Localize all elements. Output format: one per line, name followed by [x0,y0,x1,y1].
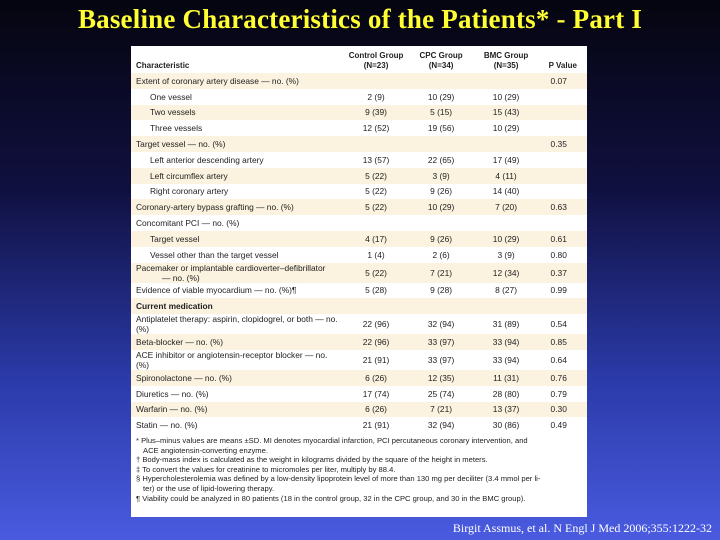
cell-cpc: 9 (26) [430,233,453,244]
cell-cpc: 25 (74) [427,388,455,399]
cell-cpc: 10 (29) [427,91,455,102]
header-p-value: P Value [539,46,587,73]
row-characteristic [131,215,343,231]
header-control-n: (N=23) [363,61,389,70]
cell-cpc: 33 (97) [427,354,455,365]
header-cpc-label: CPC Group [419,51,463,60]
cell-p-value [539,215,587,231]
row-label: Right coronary artery [150,186,229,197]
header-bmc-n: (N=35) [493,61,519,70]
cell-control: 22 (96) [362,337,390,348]
row-characteristic [131,89,343,105]
cell-bmc [474,298,539,314]
row-characteristic [131,417,343,433]
footnote [136,465,583,475]
cell-p-value [539,184,587,200]
row-label: Evidence of viable myocardium — no. (%)¶ [136,285,297,296]
table-row [131,298,587,314]
cell-bmc: 30 (86) [492,420,520,431]
footnote-text: * Plus–minus values are means ±SD. MI denotes myocardial infarction, PCI percutaneous coronary intervention, and [136,436,528,445]
row-characteristic [131,184,343,200]
table-row [131,89,587,105]
baseline-table-panel [131,46,587,429]
cell-bmc: 10 (29) [492,123,520,134]
table-body [131,73,587,433]
cell-cpc [409,298,474,314]
cell-cpc: 5 (15) [430,107,453,118]
header-bmc-label: BMC Group [483,51,529,60]
row-characteristic [131,263,343,283]
row-characteristic [131,199,343,215]
table-row [131,73,587,89]
cell-control: 21 (91) [362,354,390,365]
row-label: Warfarin — no. (%) [136,404,208,415]
row-label: Pacemaker or implantable cardioverter–defibrillator [136,262,326,273]
cell-p-value [539,168,587,184]
cell-bmc: 7 (20) [495,202,517,213]
table-row [131,231,587,247]
row-characteristic [131,168,343,184]
table-row [131,168,587,184]
row-label: Two vessels [150,107,196,118]
row-label: Left circumflex artery [150,170,228,181]
cell-p-value: 0.76 [550,372,567,383]
table-row [131,370,587,386]
row-characteristic [131,120,343,136]
cell-p-value: 0.99 [550,285,567,296]
cell-bmc: 33 (94) [492,337,520,348]
table-row [131,247,587,263]
footnote-continuation: ter) or the use of lipid-lowering therapy. [143,483,275,493]
cell-cpc: 3 (9) [432,170,450,181]
cell-bmc: 10 (29) [492,91,520,102]
cell-p-value: 0.35 [550,139,567,150]
cell-control: 5 (22) [365,186,387,197]
cell-control [343,73,408,89]
footnote [136,436,583,446]
table-row [131,105,587,121]
cell-cpc [409,215,474,231]
row-characteristic [131,73,343,89]
row-label: Target vessel [150,233,200,244]
table-row [131,350,587,370]
cell-cpc [409,73,474,89]
cell-bmc [474,73,539,89]
cell-p-value [539,120,587,136]
cell-p-value: 0.61 [550,233,567,244]
table-row [131,334,587,350]
row-characteristic [131,298,343,314]
cell-cpc: 32 (94) [427,420,455,431]
cell-p-value: 0.49 [550,420,567,431]
cell-cpc: 10 (29) [427,202,455,213]
cell-p-value: 0.07 [550,75,567,86]
table-row [131,283,587,299]
table-row [131,402,587,418]
cell-bmc: 13 (37) [492,404,520,415]
cell-control: 22 (96) [362,319,390,330]
row-characteristic [131,402,343,418]
cell-control: 6 (26) [365,404,387,415]
cell-control [343,298,408,314]
row-label: Current medication [136,301,213,312]
cell-cpc [409,136,474,152]
table-row [131,215,587,231]
table-row [131,184,587,200]
cell-control: 5 (22) [365,170,387,181]
cell-cpc: 32 (94) [427,319,455,330]
header-control-group [343,46,408,73]
cell-bmc: 33 (94) [492,354,520,365]
cell-control: 5 (22) [365,202,387,213]
row-label: Coronary-artery bypass grafting — no. (%) [136,202,294,213]
cell-control: 9 (39) [365,107,387,118]
cell-p-value: 0.80 [550,249,567,260]
row-characteristic [131,136,343,152]
row-label: Target vessel — no. (%) [136,139,226,150]
header-control-label: Control Group [348,51,404,60]
footnote-text: † Body-mass index is calculated as the weight in kilograms divided by the square of the height in meters. [136,455,488,465]
row-characteristic [131,105,343,121]
row-label: ACE inhibitor or angiotensin-receptor blocker — no. (%) [136,349,328,370]
cell-control: 13 (57) [362,154,390,165]
cell-bmc [474,215,539,231]
row-characteristic [131,314,343,334]
row-label: One vessel [150,91,192,102]
cell-bmc: 28 (80) [492,388,520,399]
citation: Birgit Assmus, et al. N Engl J Med 2006;355:1222-32 [452,521,712,535]
cell-p-value [539,89,587,105]
row-characteristic [131,247,343,263]
footnote-text: ¶ Viability could be analyzed in 80 patients (18 in the control group, 32 in the CPC group, and 30 in the BMC group). [136,493,526,503]
row-label: Diuretics — no. (%) [136,388,209,399]
cell-p-value: 0.79 [550,388,567,399]
cell-p-value: 0.63 [550,202,567,213]
cell-control: 6 (26) [365,372,387,383]
cell-control: 5 (22) [365,267,387,278]
table-row [131,199,587,215]
cell-bmc: 11 (31) [493,372,520,383]
table-row [131,314,587,334]
cell-bmc: 3 (9) [497,249,515,260]
row-label-continued: — no. (%) [162,272,200,283]
cell-cpc: 7 (21) [430,267,453,278]
cell-p-value: 0.64 [550,354,567,365]
footnote-text: ‡ To convert the values for creatinine to micromoles per liter, multiply by 88.4. [136,464,396,474]
footnote [136,494,583,504]
row-label: Beta-blocker — no. (%) [136,337,224,348]
header-characteristic: Characteristic [131,46,343,73]
cell-control: 21 (91) [362,420,390,431]
footnote [136,474,583,484]
table-row [131,417,587,433]
row-characteristic [131,152,343,168]
cell-control: 4 (17) [365,233,387,244]
row-characteristic [131,283,343,299]
cell-bmc: 8 (27) [495,285,517,296]
table-row [131,386,587,402]
cell-control: 12 (52) [362,123,390,134]
footnote-text: § Hypercholesterolemia was defined by a low-density lipoprotein level of more than 130 mg per deciliter (3.4 mmol per li- [136,474,541,484]
row-label: Spironolactone — no. (%) [136,372,232,383]
table-header-row [131,46,587,73]
row-characteristic [131,350,343,370]
row-label: Statin — no. (%) [136,420,198,431]
row-label: Extent of coronary artery disease — no. (%) [136,75,299,86]
cell-bmc: 10 (29) [492,233,520,244]
row-characteristic [131,370,343,386]
cell-bmc: 31 (89) [492,319,520,330]
row-characteristic [131,386,343,402]
footnote-continuation: ACE angiotensin-converting enzyme. [143,445,268,455]
cell-control: 17 (74) [362,388,390,399]
row-label: Three vessels [150,123,203,134]
cell-cpc: 22 (65) [427,154,455,165]
table-footnotes [131,433,587,517]
cell-control [343,215,408,231]
cell-bmc: 14 (40) [492,186,520,197]
cell-control: 1 (4) [367,249,385,260]
table-row [131,263,587,283]
cell-cpc: 12 (35) [427,372,455,383]
cell-cpc: 33 (97) [427,337,455,348]
table-row [131,136,587,152]
cell-bmc: 15 (43) [492,107,520,118]
cell-bmc: 4 (11) [495,170,517,181]
cell-control: 5 (28) [365,285,387,296]
footnote [136,455,583,465]
cell-bmc: 17 (49) [492,154,520,165]
cell-p-value: 0.85 [550,337,567,348]
cell-bmc [474,136,539,152]
row-characteristic [131,334,343,350]
cell-bmc: 12 (34) [492,267,520,278]
header-cpc-group [409,46,474,73]
table-row [131,152,587,168]
cell-p-value [539,152,587,168]
cell-cpc: 9 (26) [430,186,453,197]
row-label: Vessel other than the target vessel [150,249,279,260]
cell-p-value: 0.54 [550,319,567,330]
cell-control [343,136,408,152]
cell-cpc: 2 (6) [432,249,450,260]
cell-p-value [539,298,587,314]
table-row [131,120,587,136]
row-label: Left anterior descending artery [150,154,264,165]
cell-p-value [539,105,587,121]
baseline-characteristics-table [131,46,587,433]
cell-control: 2 (9) [367,91,385,102]
row-characteristic [131,231,343,247]
row-label: Concomitant PCI — no. (%) [136,218,240,229]
header-cpc-n: (N=34) [428,61,454,70]
cell-p-value: 0.37 [550,267,567,278]
header-bmc-group [474,46,539,73]
slide-title: Baseline Characteristics of the Patients* - Part I [77,4,643,34]
cell-p-value: 0.30 [550,404,567,415]
row-label: Antiplatelet therapy: aspirin, clopidogrel, or both — no. (%) [136,314,338,335]
cell-cpc: 9 (28) [430,285,453,296]
cell-cpc: 7 (21) [430,404,453,415]
cell-cpc: 19 (56) [427,123,455,134]
